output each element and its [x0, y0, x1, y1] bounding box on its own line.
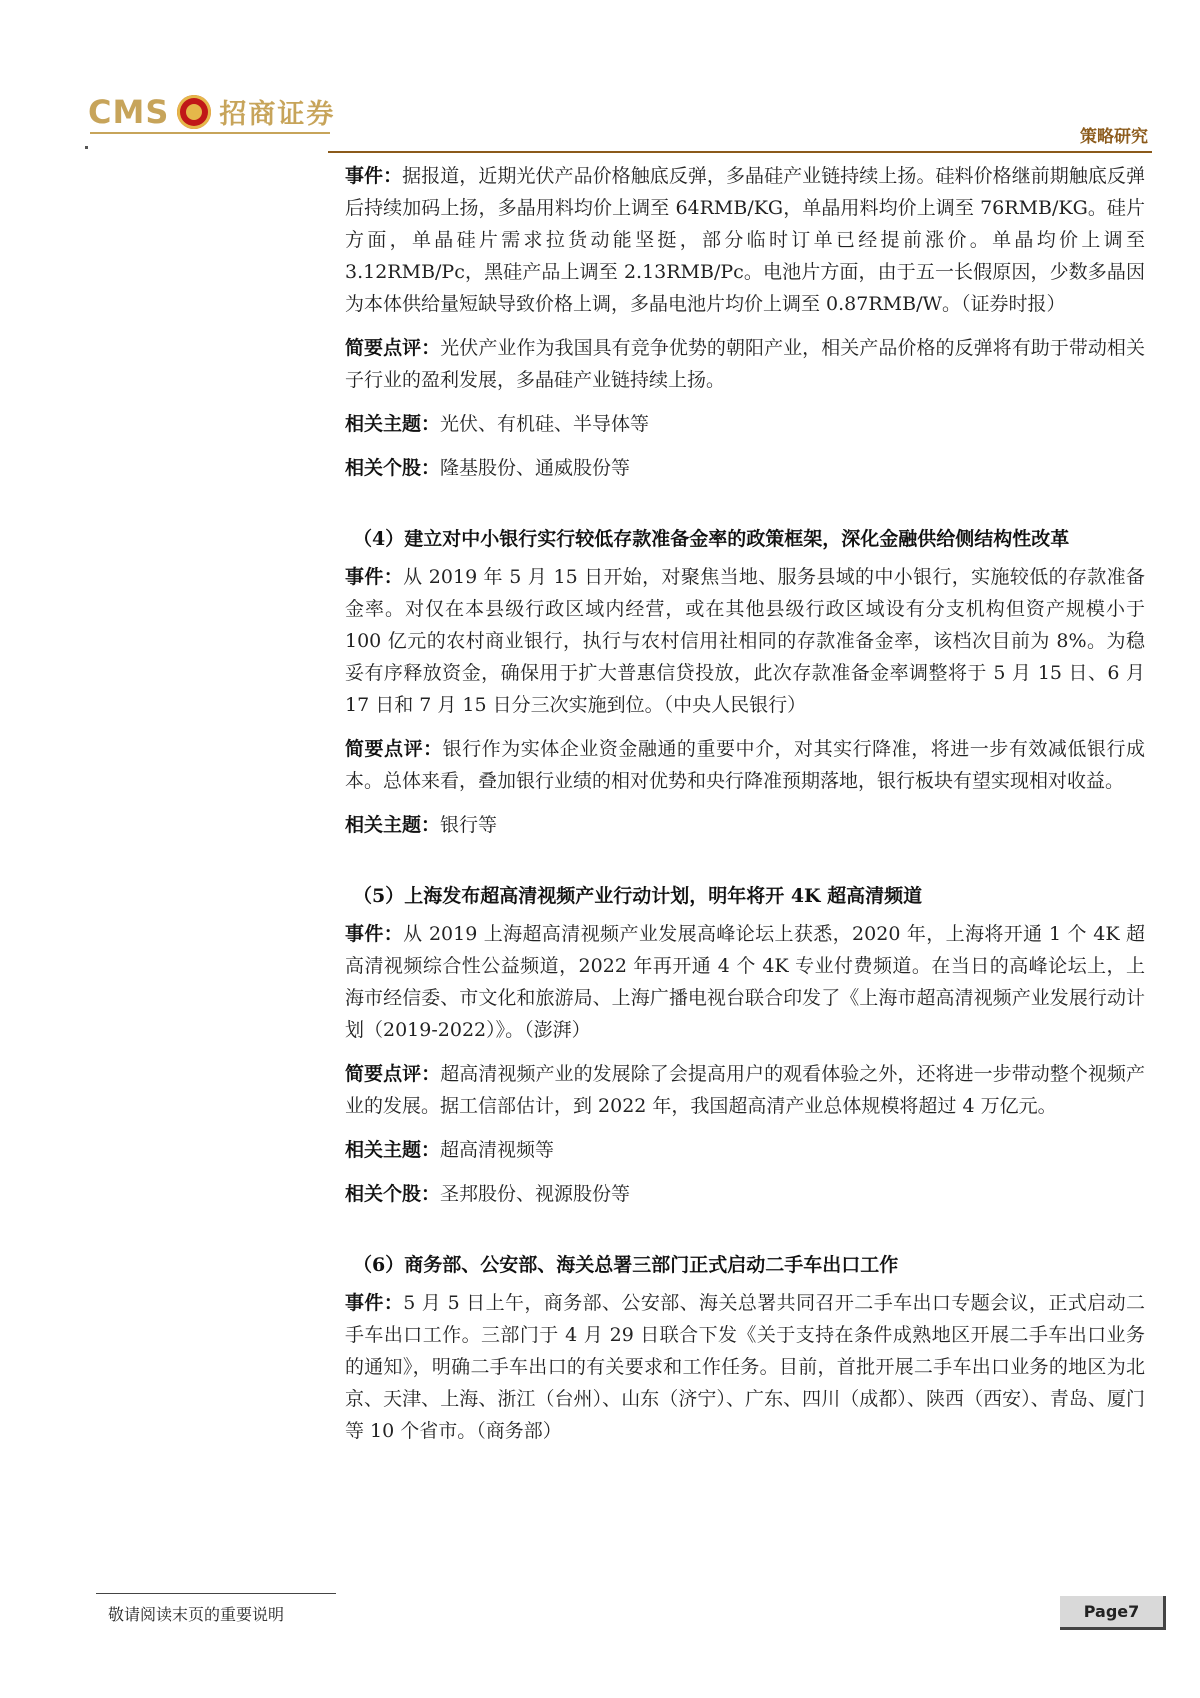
section-title-4: （4）建立对中小银行实行较低存款准备金率的政策框架，深化金融供给侧结构性改革	[353, 528, 1070, 550]
theme-paragraph	[345, 408, 1145, 440]
event-text: 5 月 5 日上午，商务部、公安部、海关总署共同召开二手车出口专题会议，正式启动二手车出口工作。三部门于 4 月 29 日联合下发《关于支持在条件成熟地区开展二手车出口业务的通知》，明确二手车出口的有关要求和工作任务。目前，首批开展二手车出口业务的地区为北京、天津、上海、浙江（台州）、山东（济宁）、广东、四川（成都）、陕西（西安）、青岛、厦门等 10 个省市。（商务部）	[345, 1292, 1145, 1442]
event-text: 从 2019 上海超高清视频产业发展高峰论坛上获悉，2020 年，上海将开通 1 个 4K 超高清视频综合性公益频道，2022 年再开通 4 个 4K 专业付费频道。在当日的高峰论坛上，上海市经信委、市文化和旅游局、上海广播电视台联合印发了《上海市超高清视频产业发展行动计划（2019-2022）》。（澎湃）	[345, 923, 1145, 1041]
report-content	[345, 160, 1145, 1459]
event-paragraph	[345, 561, 1145, 721]
footer-disclaimer-note: 敬请阅读末页的重要说明	[108, 1605, 285, 1624]
logo-cms-text: CMS	[88, 92, 170, 131]
theme-label: 相关主题：	[345, 1139, 441, 1161]
theme-label: 相关主题：	[345, 814, 441, 836]
theme-paragraph	[345, 1134, 1145, 1166]
comment-text: 银行作为实体企业资金融通的重要中介，对其实行降准，将进一步有效减低银行成本。总体来看，叠加银行业绩的相对优势和央行降准预期落地，银行板块有望实现相对收益。	[345, 738, 1145, 792]
comment-text: 光伏产业作为我国具有竞争优势的朝阳产业，相关产品价格的反弹将有助于带动相关子行业的盈利发展，多晶硅产业链持续上扬。	[345, 337, 1145, 391]
header-category-tag: 策略研究	[1080, 127, 1148, 147]
stocks-text: 圣邦股份、视源股份等	[440, 1183, 631, 1205]
logo-underline	[90, 132, 330, 134]
stocks-paragraph	[345, 1178, 1145, 1210]
header-divider	[328, 151, 1152, 153]
stocks-label: 相关个股：	[345, 457, 441, 479]
logo-emblem-icon	[177, 95, 211, 129]
section-title-5: （5）上海发布超高清视频产业行动计划，明年将开 4K 超高清频道	[353, 885, 923, 907]
event-text: 据报道，近期光伏产品价格触底反弹，多晶硅产业链持续上扬。硅料价格继前期触底反弹后持续加码上扬，多晶用料均价上调至 64RMB/KG，单晶用料均价上调至 76RMB/KG。硅片方面，单晶硅片需求拉货动能坚挺，部分临时订单已经提前涨价。单晶均价上调至 3.12RMB/Pc，黑硅产品上调至 2.13RMB/Pc。电池片方面，由于五一长假原因，少数多晶因为本体供给量短缺导致价格上调，多晶电池片均价上调至 0.87RMB/W。（证券时报）	[345, 165, 1145, 315]
comment-label: 简要点评：	[345, 1063, 441, 1085]
theme-text: 银行等	[440, 814, 498, 836]
event-text: 从 2019 年 5 月 15 日开始，对聚焦当地、服务县域的中小银行，实施较低的存款准备金率。对仅在本县级行政区域内经营，或在其他县级行政区域设有分支机构但资产规模小于 100 亿元的农村商业银行，执行与农村信用社相同的存款准备金率，该档次目前为 8%。为稳妥有序释放资金，确保用于扩大普惠信贷投放，此次存款准备金率调整将于 5 月 15 日、6 月 17 日和 7 月 15 日分三次实施到位。（中央人民银行）	[345, 566, 1145, 716]
stocks-paragraph	[345, 452, 1145, 484]
section-title-6: （6）商务部、公安部、海关总署三部门正式启动二手车出口工作	[353, 1254, 899, 1276]
comment-paragraph	[345, 1058, 1145, 1122]
comment-paragraph	[345, 332, 1145, 396]
company-logo	[88, 92, 335, 131]
event-label: 事件：	[345, 566, 404, 588]
margin-dot	[85, 146, 88, 149]
theme-text: 超高清视频等	[440, 1139, 555, 1161]
logo-cn-text: 招商证券	[219, 99, 336, 130]
comment-text: 超高清视频产业的发展除了会提高用户的观看体验之外，还将进一步带动整个视频产业的发展。据工信部估计，到 2022 年，我国超高清产业总体规模将超过 4 万亿元。	[345, 1063, 1145, 1117]
event-paragraph	[345, 160, 1145, 320]
footer-divider	[96, 1593, 336, 1594]
theme-label: 相关主题：	[345, 413, 441, 435]
event-label: 事件：	[345, 1292, 404, 1314]
event-paragraph	[345, 918, 1145, 1046]
page-number-badge: Page7	[1060, 1596, 1166, 1630]
theme-text: 光伏、有机硅、半导体等	[440, 413, 650, 435]
comment-label: 简要点评：	[345, 337, 441, 359]
stocks-text: 隆基股份、通威股份等	[440, 457, 631, 479]
stocks-label: 相关个股：	[345, 1183, 441, 1205]
theme-paragraph	[345, 809, 1145, 841]
comment-paragraph	[345, 733, 1145, 797]
event-label: 事件：	[345, 165, 403, 187]
event-paragraph	[345, 1287, 1145, 1447]
event-label: 事件：	[345, 923, 404, 945]
comment-label: 简要点评：	[345, 738, 443, 760]
